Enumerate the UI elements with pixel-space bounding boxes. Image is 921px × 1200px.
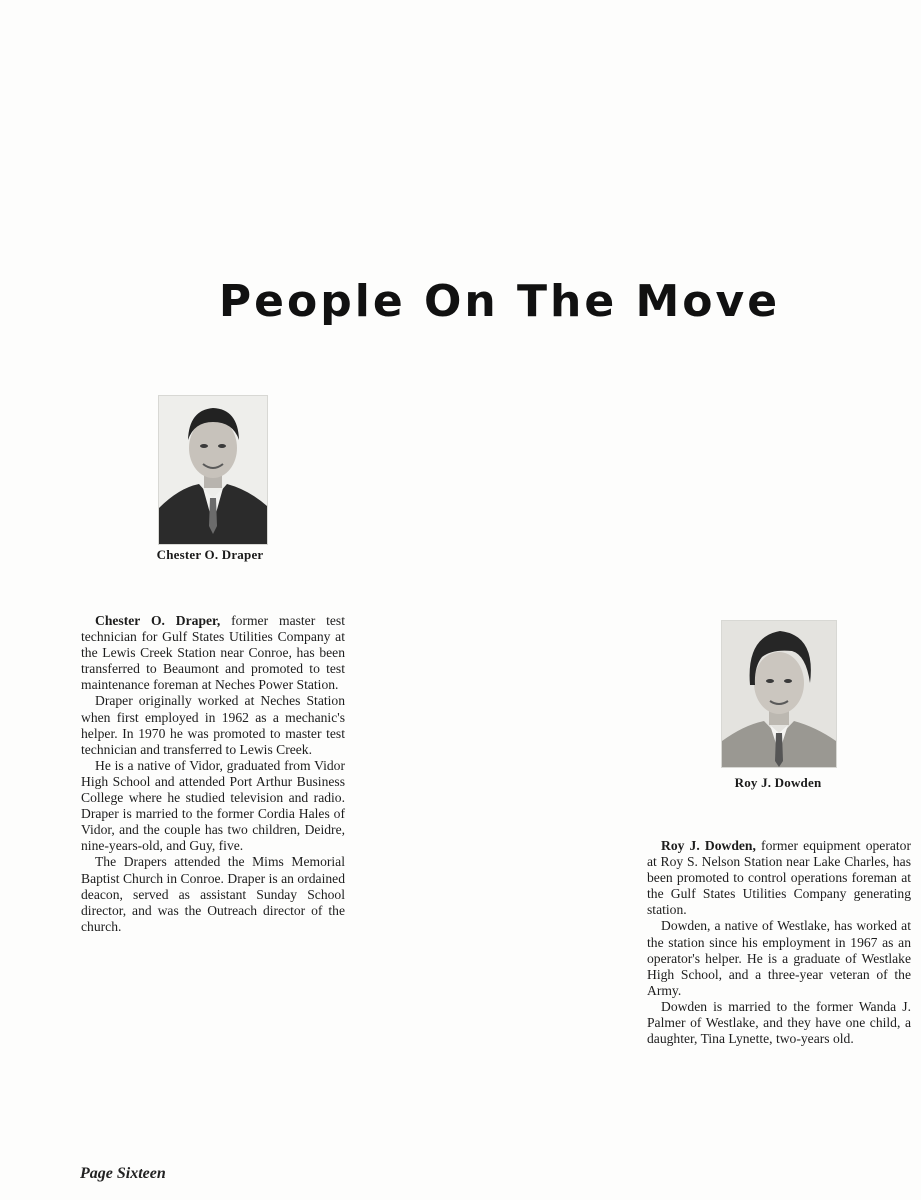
paragraph: Dowden, a native of Westlake, has worked at the station since his employment in 1967 as an operator's helper. He is a graduate of Westlake High School, and a three-year veteran of the Army.: [647, 918, 911, 998]
photo-caption-dowden: Roy J. Dowden: [734, 775, 822, 790]
portrait-photo-draper: [158, 395, 268, 545]
lead-name: Roy J. Dowden,: [661, 838, 756, 853]
photo-caption-draper: Chester O. Draper: [156, 547, 264, 562]
paragraph: He is a native of Vidor, graduated from Vidor High School and attended Port Arthur Business College where he studied television and radio. Draper is married to the former Cordia Hales of Vidor, and the couple has two children, Deidre, nine-years-old, and Guy, five.: [81, 757, 345, 854]
paragraph: Dowden is married to the former Wanda J. Palmer of Westlake, and they have one child, a daughter, Tina Lynette, two-years old.: [647, 998, 911, 1047]
portrait-photo-dowden: [721, 620, 837, 768]
paragraph: Chester O. Draper, former master test technician for Gulf States Utilities Company at the Lewis Creek Station near Conroe, has been transferred to Beaumont and promoted to test maintenance foreman at Neches Power Station.: [81, 613, 345, 693]
paragraph: Roy J. Dowden, former equipment operator at Roy S. Nelson Station near Lake Charles, has been promoted to control operations foreman at the Gulf States Utilities Company generating station.: [647, 838, 911, 918]
article-draper: [81, 613, 345, 935]
paragraph: Draper originally worked at Neches Station when first employed in 1962 as a mechanic's helper. In 1970 he was promoted to master test technician and transferred to Lewis Creek.: [81, 693, 345, 757]
article-dowden: [647, 838, 911, 1047]
page-number: Page Sixteen: [80, 1165, 166, 1182]
paragraph: The Drapers attended the Mims Memorial Baptist Church in Conroe. Draper is an ordained deacon, served as assistant Sunday School director, and was the Outreach director of the church.: [81, 854, 345, 934]
page-title: People On The Move: [218, 276, 781, 327]
lead-name: Chester O. Draper,: [95, 613, 221, 628]
